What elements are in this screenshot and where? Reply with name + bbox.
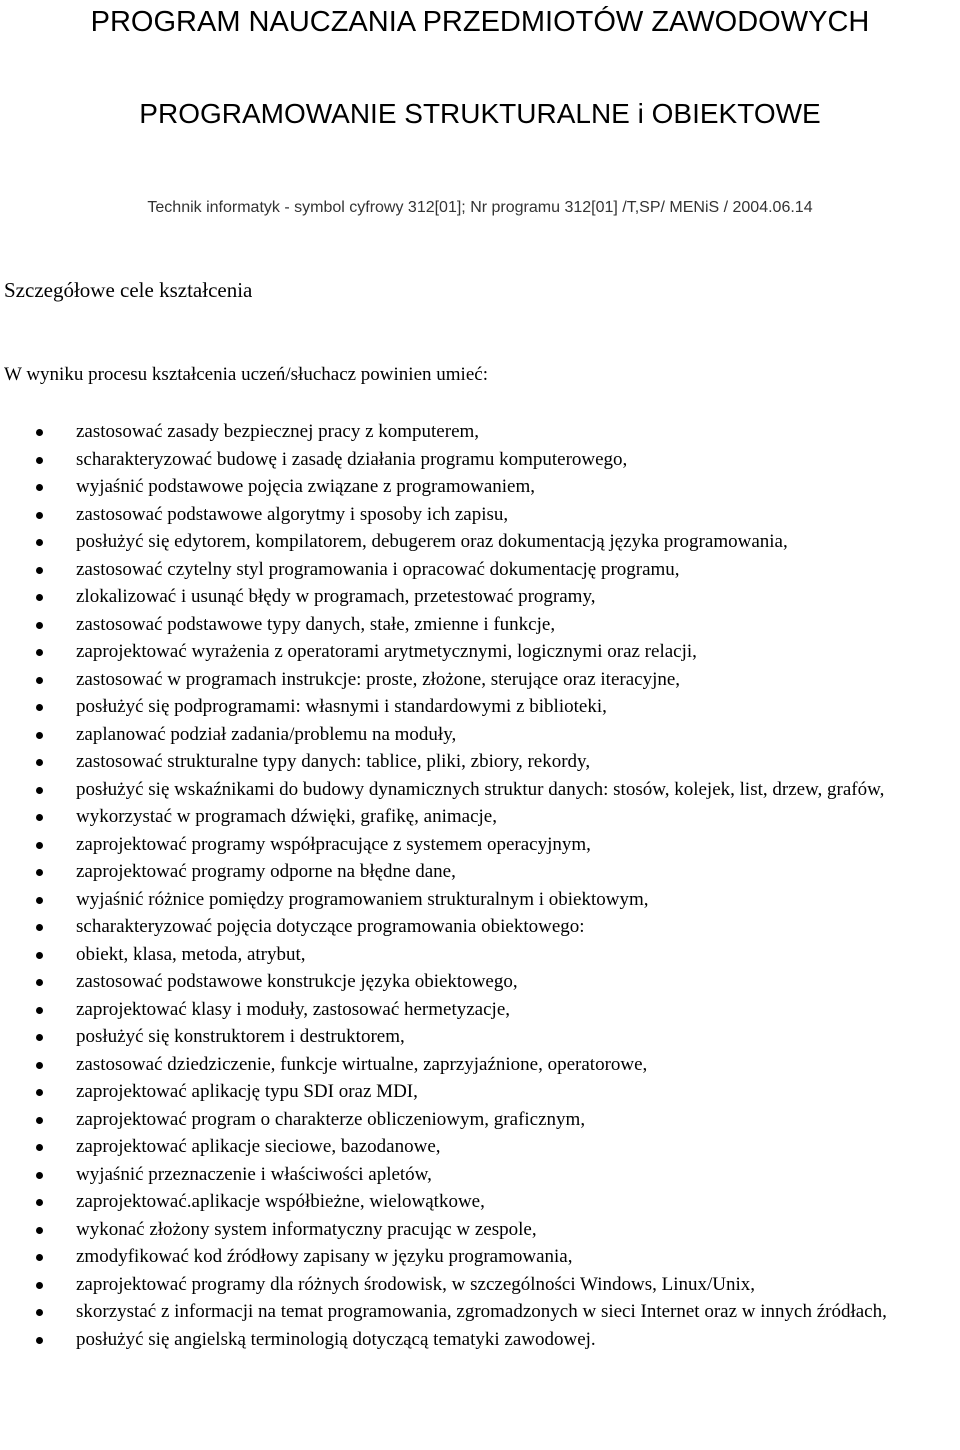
list-item-text: zastosować podstawowe algorytmy i sposoby ich zapisu, — [76, 503, 509, 525]
bullet-icon — [36, 429, 43, 436]
list-item — [0, 638, 960, 666]
bullet-icon — [36, 622, 43, 629]
bullet-icon — [36, 979, 43, 986]
list-item — [0, 693, 960, 721]
list-item-text: zaprojektować aplikację typu SDI oraz MDI, — [76, 1081, 418, 1102]
list-item-text: scharakteryzować budowę i zasadę działania programu komputerowego, — [76, 448, 628, 470]
bullet-icon — [36, 1062, 43, 1069]
list-item-text: skorzystać z informacji na temat programowania, zgromadzonych w sieci Internet oraz w innych źródłach, — [76, 1301, 887, 1322]
program-code: Technik informatyk - symbol cyfrowy 312[01]; Nr programu 312[01] /T,SP/ MENiS / 2004.06.14 — [147, 199, 813, 216]
list-item — [0, 1078, 960, 1106]
bullet-icon — [36, 842, 43, 849]
list-item-text: zastosować zasady bezpiecznej pracy z komputerem, — [76, 421, 480, 442]
list-item-text: wyjaśnić różnice pomiędzy programowaniem strukturalnym i obiektowym, — [76, 888, 649, 910]
bullet-icon — [36, 1007, 43, 1014]
list-item-text: zaplanować podział zadania/problemu na moduły, — [76, 723, 457, 745]
list-item-text: zastosować czytelny styl programowania i opracować dokumentację programu, — [76, 558, 680, 580]
list-item-text: scharakteryzować pojęcia dotyczące programowania obiektowego: — [76, 916, 585, 937]
list-item-text: wykorzystać w programach dźwięki, grafikę, animacje, — [76, 806, 497, 827]
list-item — [0, 748, 960, 776]
bullet-icon — [36, 457, 43, 464]
list-item — [0, 1188, 960, 1216]
list-item — [0, 1298, 960, 1326]
bullet-icon — [36, 869, 43, 876]
bullet-icon — [36, 539, 43, 546]
bullet-icon — [36, 952, 43, 959]
list-item — [0, 1106, 960, 1134]
list-item — [0, 1161, 960, 1189]
bullet-icon — [36, 512, 43, 519]
list-item — [0, 776, 960, 804]
bullet-icon — [36, 787, 43, 794]
list-item — [0, 501, 960, 529]
list-item — [0, 996, 960, 1024]
list-item-text: wyjaśnić przeznaczenie i właściwości apletów, — [76, 1163, 432, 1185]
list-item — [0, 1326, 960, 1354]
list-item — [0, 1243, 960, 1271]
list-item — [0, 418, 960, 446]
list-item — [0, 941, 960, 969]
list-item — [0, 666, 960, 694]
list-item-text: zaprojektować klasy i moduły, zastosować hermetyzacje, — [76, 998, 511, 1020]
document-subtitle: PROGRAMOWANIE STRUKTURALNE i OBIEKTOWE — [139, 98, 821, 129]
list-item — [0, 1051, 960, 1079]
bullet-icon — [36, 1254, 43, 1261]
list-item-text: posłużyć się podprogramami: własnymi i standardowymi z biblioteki, — [76, 696, 607, 717]
bullet-icon — [36, 1337, 43, 1344]
bullet-icon — [36, 1117, 43, 1124]
bullet-icon — [36, 1144, 43, 1151]
bullet-icon — [36, 1199, 43, 1206]
bullet-icon — [36, 1227, 43, 1234]
list-item-text: zlokalizować i usunąć błędy w programach, przetestować programy, — [76, 586, 596, 607]
list-item — [0, 611, 960, 639]
list-item — [0, 1133, 960, 1161]
goals-list — [0, 418, 960, 1353]
bullet-icon — [36, 484, 43, 491]
list-item — [0, 583, 960, 611]
bullet-icon — [36, 567, 43, 574]
list-item-text: posłużyć się konstruktorem i destruktorem, — [76, 1026, 405, 1047]
section-heading: Szczegółowe cele kształcenia — [4, 278, 253, 302]
bullet-icon — [36, 814, 43, 821]
list-item-text: zastosować w programach instrukcje: proste, złożone, sterujące oraz iteracyjne, — [76, 668, 681, 690]
list-item-text: wyjaśnić podstawowe pojęcia związane z programowaniem, — [76, 476, 535, 497]
bullet-icon — [36, 1089, 43, 1096]
bullet-icon — [36, 1309, 43, 1316]
bullet-icon — [36, 759, 43, 766]
intro-text: W wyniku procesu kształcenia uczeń/słuchacz powinien umieć: — [4, 364, 488, 385]
bullet-icon — [36, 594, 43, 601]
list-item — [0, 913, 960, 941]
list-item-text: wykonać złożony system informatyczny pracując w zespole, — [76, 1218, 537, 1240]
list-item — [0, 528, 960, 556]
bullet-icon — [36, 1034, 43, 1041]
list-item — [0, 473, 960, 501]
list-item-text: zmodyfikować kod źródłowy zapisany w języku programowania, — [76, 1246, 573, 1267]
list-item-text: zaprojektować.aplikacje współbieżne, wielowątkowe, — [76, 1191, 485, 1212]
list-item-text: zaprojektować programy współpracujące z systemem operacyjnym, — [76, 833, 591, 855]
list-item-text: zastosować podstawowe typy danych, stałe, zmienne i funkcje, — [76, 613, 556, 635]
document-title: PROGRAM NAUCZANIA PRZEDMIOTÓW ZAWODOWYCH — [90, 6, 870, 38]
list-item — [0, 721, 960, 749]
list-item — [0, 1023, 960, 1051]
list-item-text: zaprojektować programy dla różnych środowisk, w szczególności Windows, Linux/Unix, — [76, 1273, 756, 1295]
bullet-icon — [36, 897, 43, 904]
list-item-text: zastosować strukturalne typy danych: tablice, pliki, zbiory, rekordy, — [76, 751, 591, 772]
bullet-icon — [36, 1172, 43, 1179]
bullet-icon — [36, 649, 43, 656]
list-item — [0, 556, 960, 584]
list-item-text: zaprojektować aplikacje sieciowe, bazodanowe, — [76, 1136, 441, 1157]
list-item — [0, 968, 960, 996]
list-item — [0, 831, 960, 859]
list-item-text: posłużyć się edytorem, kompilatorem, debugerem oraz dokumentacją języka programowania, — [76, 531, 788, 552]
list-item — [0, 858, 960, 886]
list-item — [0, 803, 960, 831]
list-item-text: posłużyć się angielską terminologią dotyczącą tematyki zawodowej. — [76, 1328, 596, 1350]
bullet-icon — [36, 924, 43, 931]
bullet-icon — [36, 677, 43, 684]
bullet-icon — [36, 1282, 43, 1289]
list-item-text: zaprojektować programy odporne na błędne dane, — [76, 861, 456, 882]
list-item-text: zaprojektować program o charakterze obliczeniowym, graficznym, — [76, 1108, 586, 1130]
bullet-icon — [36, 732, 43, 739]
list-item-text: posłużyć się wskaźnikami do budowy dynamicznych struktur danych: stosów, kolejek, list, drzew, grafów, — [76, 778, 885, 800]
list-item — [0, 1271, 960, 1299]
list-item — [0, 886, 960, 914]
list-item-text: zastosować podstawowe konstrukcje języka obiektowego, — [76, 971, 518, 992]
bullet-icon — [36, 704, 43, 711]
list-item — [0, 446, 960, 474]
list-item-text: zastosować dziedziczenie, funkcje wirtualne, zaprzyjaźnione, operatorowe, — [76, 1053, 648, 1075]
list-item-text: obiekt, klasa, metoda, atrybut, — [76, 943, 306, 965]
list-item — [0, 1216, 960, 1244]
list-item-text: zaprojektować wyrażenia z operatorami arytmetycznymi, logicznymi oraz relacji, — [76, 641, 697, 662]
